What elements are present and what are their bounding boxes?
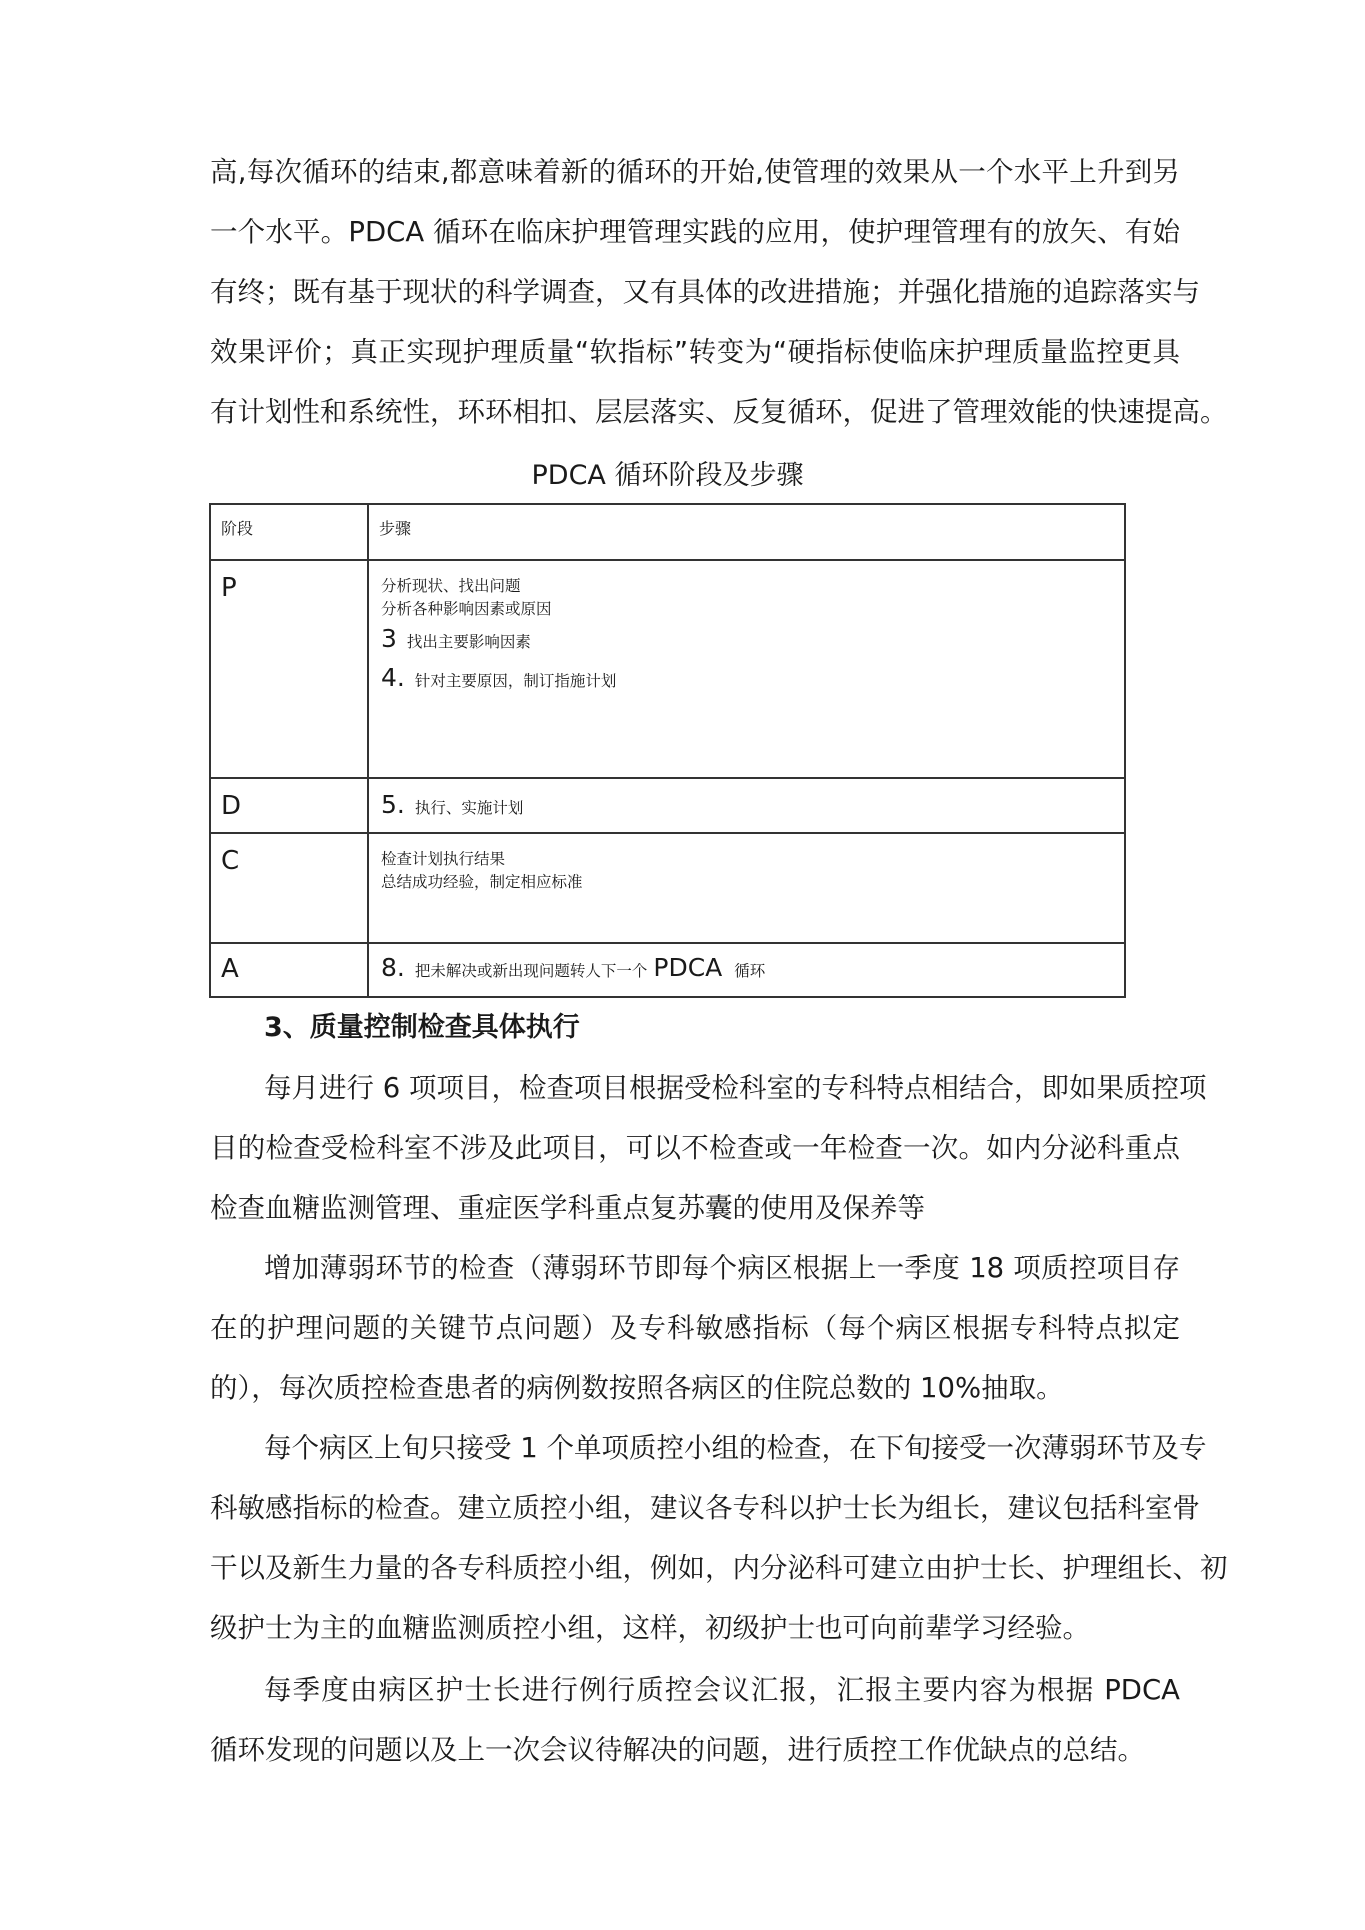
stage-cell: P: [210, 560, 368, 778]
table-caption: PDCA 循环阶段及步骤: [531, 460, 804, 491]
step-suffix: 循环: [734, 962, 766, 980]
steps-cell: [368, 833, 1125, 943]
stage-cell: C: [210, 833, 368, 943]
step-text: 针对主要原因，制订指施计划: [414, 672, 617, 690]
paragraph-line: 增加薄弱环节的检查（薄弱环节即每个病区根据上一季度 18 项质控项目存: [264, 1252, 1180, 1284]
numbered-step: [381, 950, 1124, 989]
section-heading: 3、质量控制检查具体执行: [264, 1012, 580, 1043]
paragraph-line: 的），每次质控检查患者的病例数按照各病区的住院总数的 10%抽取。: [210, 1372, 1064, 1404]
pdca-table: [209, 503, 1126, 998]
step-text: 总结成功经验，制定相应标准: [381, 873, 583, 891]
table-header-row: [210, 504, 1125, 560]
table-row-a: [210, 943, 1125, 997]
step-text: 分析现状、找出问题: [381, 577, 521, 595]
step-number: 3: [381, 624, 397, 653]
steps-cell: [368, 943, 1125, 997]
paragraph-line: 在的护理问题的关键节点问题）及专科敏感指标（每个病区根据专科特点拟定: [210, 1312, 1180, 1344]
table-row-d: [210, 778, 1125, 833]
step-number: 5.: [381, 790, 405, 819]
paragraph-line: 科敏感指标的检查。建立质控小组，建议各专科以护士长为组长，建议包括科室骨: [210, 1492, 1200, 1524]
paragraph-line: 目的检查受检科室不涉及此项目，可以不检查或一年检查一次。如内分泌科重点: [210, 1132, 1180, 1164]
header-stage: 阶段: [210, 504, 368, 560]
stage-cell: D: [210, 778, 368, 833]
steps-cell: [368, 560, 1125, 778]
paragraph-line: 级护士为主的血糖监测质控小组，这样，初级护士也可向前辈学习经验。: [210, 1612, 1090, 1644]
pdca-term: PDCA: [653, 953, 723, 982]
table-row-c: [210, 833, 1125, 943]
paragraph-line: 每个病区上旬只接受 1 个单项质控小组的检查，在下旬接受一次薄弱环节及专: [264, 1432, 1207, 1464]
table-row-p: [210, 560, 1125, 778]
intro-line: 效果评价；真正实现护理质量“软指标”转变为“硬指标使临床护理质量监控更具: [210, 336, 1180, 368]
numbered-step: [381, 787, 1124, 826]
step-text: 找出主要影响因素: [406, 633, 531, 651]
step-text: 分析各种影响因素或原因: [381, 600, 552, 618]
intro-line: 一个水平。PDCA 循环在临床护理管理实践的应用，使护理管理有的放矢、有始: [210, 216, 1180, 248]
intro-line: 高,每次循环的结束,都意味着新的循环的开始,使管理的效果从一个水平上升到另: [210, 156, 1180, 188]
paragraph-line: 循环发现的问题以及上一次会议待解决的问题，进行质控工作优缺点的总结。: [210, 1734, 1145, 1766]
intro-line: 有计划性和系统性，环环相扣、层层落实、反复循环，促进了管理效能的快速提高。: [210, 396, 1228, 428]
paragraph-line: 检查血糖监测管理、重症医学科重点复苏囊的使用及保养等: [210, 1192, 925, 1224]
numbered-step: [381, 660, 1124, 699]
step-text: 把未解决或新出现问题转人下一个: [414, 962, 648, 980]
intro-line: 有终；既有基于现状的科学调查，又有具体的改进措施；并强化措施的追踪落实与: [210, 276, 1200, 308]
step-number: 8.: [381, 953, 405, 982]
step-number: 4.: [381, 663, 405, 692]
steps-cell: [368, 778, 1125, 833]
step-text: 检查计划执行结果: [381, 850, 506, 868]
header-steps: 步骤: [368, 504, 1125, 560]
numbered-step: [381, 621, 1124, 660]
stage-cell: A: [210, 943, 368, 997]
paragraph-line: 每月进行 6 项项目，检查项目根据受检科室的专科特点相结合，即如果质控项: [264, 1072, 1207, 1104]
step-text: 执行、实施计划: [414, 799, 524, 817]
paragraph-line: 干以及新生力量的各专科质控小组，例如，内分泌科可建立由护士长、护理组长、初: [210, 1552, 1228, 1584]
paragraph-line: 每季度由病区护士长进行例行质控会议汇报，汇报主要内容为根据 PDCA: [264, 1674, 1180, 1706]
